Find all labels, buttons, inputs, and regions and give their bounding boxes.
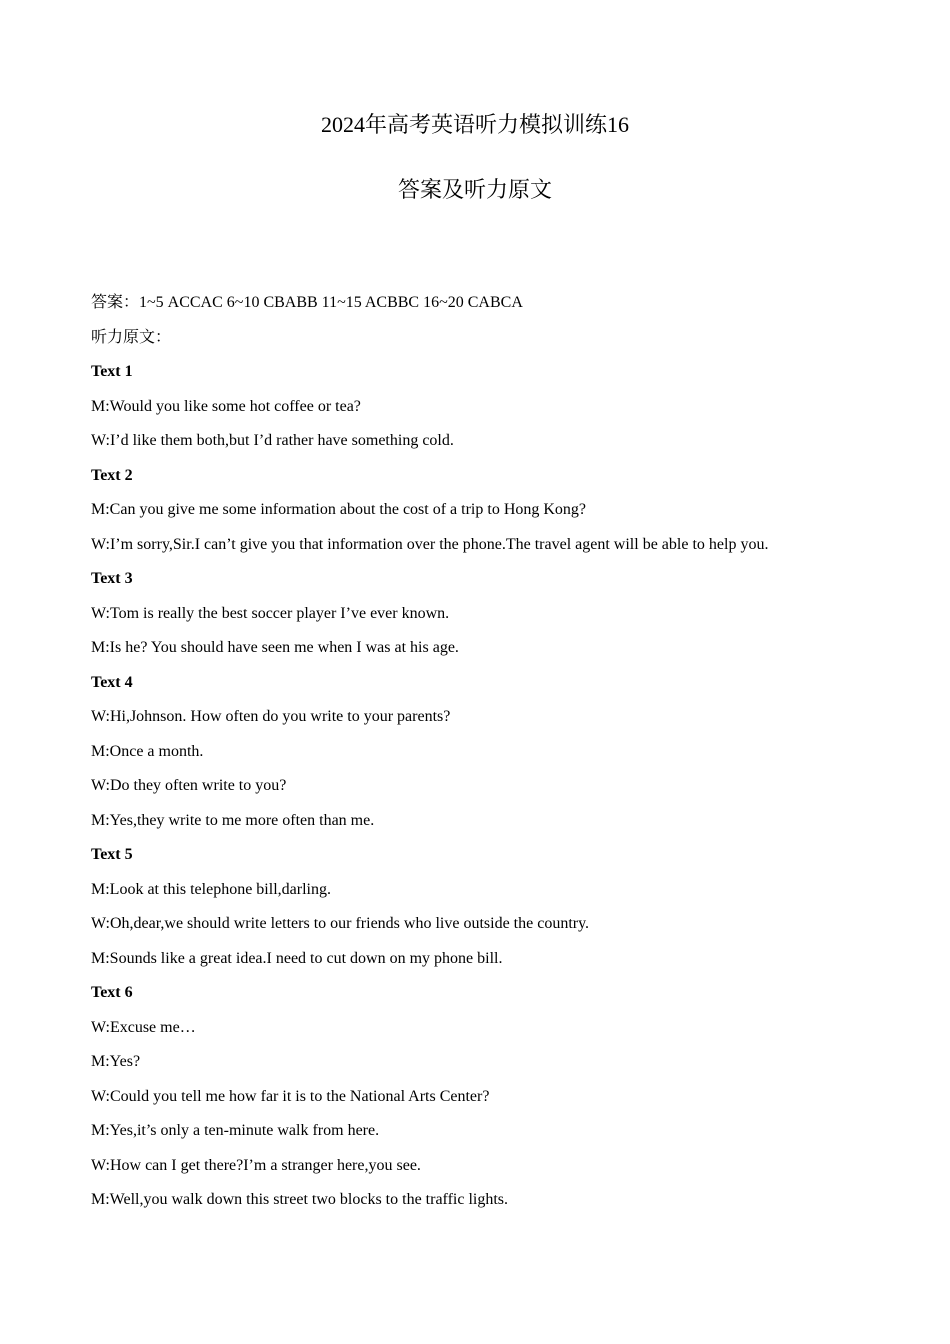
dialogue-line: W:Could you tell me how far it is to the National Arts Center?: [91, 1087, 490, 1105]
dialogue-line: M:Would you like some hot coffee or tea?: [91, 397, 361, 415]
dialogue-line: M:Can you give me some information about the cost of a trip to Hong Kong?: [91, 501, 587, 518]
answers-line: 答案：1~5 ACCAC 6~10 CBABB 11~15 ACBBC 16~20 CABCA: [91, 294, 523, 311]
dialogue-line: M:Look at this telephone bill,darling.: [91, 880, 331, 898]
dialogue-line: W:Hi,Johnson. How often do you write to your parents?: [91, 708, 451, 725]
dialogue-line: W:I’d like them both,but I’d rather have something cold.: [91, 432, 454, 449]
dialogue-line: M:Sounds like a great idea.I need to cut down on my phone bill.: [91, 949, 503, 967]
dialogue-line: M:Well,you walk down this street two blocks to the traffic lights.: [91, 1191, 509, 1208]
dialogue-line: W:Tom is really the best soccer player I’ve ever known.: [91, 604, 450, 622]
dialogue-line: W:I’m sorry,Sir.I can’t give you that information over the phone.The travel agent will be able to help you.: [91, 535, 769, 553]
section-heading: Text 3: [91, 570, 133, 587]
transcript-label: 听力原文：: [91, 328, 172, 346]
dialogue-line: M:Yes,it’s only a ten-minute walk from here.: [91, 1122, 380, 1139]
document-body: [91, 286, 891, 1218]
transcript: [91, 355, 891, 1218]
dialogue-line: M:Once a month.: [91, 742, 204, 760]
section-heading: Text 1: [91, 363, 133, 380]
section-heading: Text 6: [91, 984, 133, 1001]
page-subtitle: 答案及听力原文: [397, 177, 552, 202]
dialogue-line: W:Oh,dear,we should write letters to our friends who live outside the country.: [91, 915, 590, 932]
section-heading: Text 5: [91, 846, 133, 863]
dialogue-line: W:Excuse me…: [91, 1018, 196, 1036]
section-heading: Text 4: [91, 673, 133, 691]
dialogue-line: W:How can I get there?I’m a stranger here,you see.: [91, 1156, 421, 1174]
section-heading: Text 2: [91, 466, 133, 484]
page-title: 2024年高考英语听力模拟训练16: [320, 112, 629, 137]
dialogue-line: M:Yes?: [91, 1053, 141, 1070]
dialogue-line: M:Yes,they write to me more often than me.: [91, 811, 375, 829]
dialogue-line: M:Is he? You should have seen me when I was at his age.: [91, 639, 459, 656]
dialogue-line: W:Do they often write to you?: [91, 777, 287, 794]
